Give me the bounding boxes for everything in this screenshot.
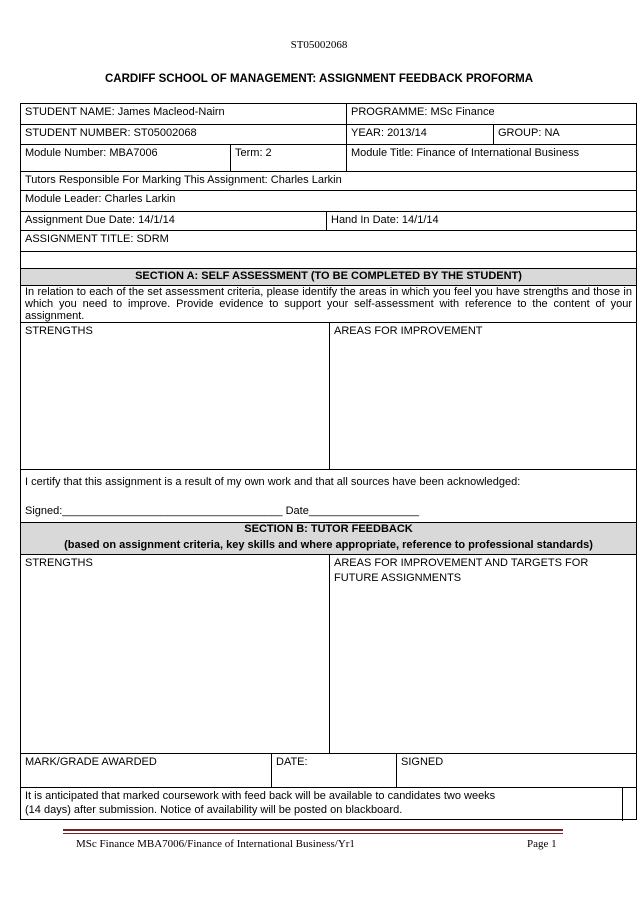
mark-grade-label: MARK/GRADE AWARDED — [25, 756, 157, 768]
section-a-instructions: In relation to each of the set assessment criteria, please identify the areas in which you feel you have strengths and those in which you need to improve. Provide evidence to support your self-assessment with reference to the content of your assignment. — [25, 286, 632, 322]
tutors-field: Tutors Responsible For Marking This Assignment: Charles Larkin — [25, 174, 342, 186]
group-field: GROUP: NA — [498, 127, 560, 139]
form-title: CARDIFF SCHOOL OF MANAGEMENT: ASSIGNMENT FEEDBACK PROFORMA — [104, 73, 534, 85]
student-number-field: STUDENT NUMBER: ST05002068 — [25, 127, 197, 139]
section-a-strengths-label: STRENGTHS — [25, 325, 93, 337]
footer-rule-thin — [63, 833, 563, 834]
module-title-field: Module Title: Finance of International Business — [351, 147, 580, 159]
signed-date-line: Signed:____________________________________ Date__________________ — [25, 505, 419, 517]
section-b-heading: SECTION B: TUTOR FEEDBACK — [244, 523, 413, 535]
programme-field: PROGRAMME: MSc Finance — [351, 106, 495, 118]
date-label: DATE: — [276, 756, 308, 768]
section-b-subheading: (based on assignment criteria, key skills and where appropriate, reference to professional standards) — [64, 539, 593, 551]
module-leader-field: Module Leader: Charles Larkin — [25, 193, 176, 205]
notice-line-2: (14 days) after submission. Notice of availability will be posted on blackboard. — [25, 804, 403, 816]
certify-statement: I certify that this assignment is a result of my own work and that all sources have been acknowledged: — [25, 476, 521, 488]
notice-line-1: It is anticipated that marked coursework with feed back will be available to candidates two weeks — [25, 790, 496, 802]
feedback-form — [20, 103, 637, 820]
footer-rule — [63, 829, 563, 831]
signed-label: SIGNED — [401, 756, 444, 768]
term-field: Term: 2 — [235, 147, 272, 159]
footer-course: MSc Finance MBA7006/Finance of International Business/Yr1 — [76, 838, 355, 850]
footer-page-number: Page 1 — [527, 838, 557, 850]
section-b-strengths-label: STRENGTHS — [25, 557, 93, 569]
section-b-improvement-label-2: FUTURE ASSIGNMENTS — [334, 572, 462, 584]
student-code-header: ST05002068 — [290, 39, 348, 51]
section-a-improvement-label: AREAS FOR IMPROVEMENT — [334, 325, 483, 337]
section-a-heading: SECTION A: SELF ASSESSMENT (TO BE COMPLETED BY THE STUDENT) — [135, 270, 522, 282]
hand-in-date-field: Hand In Date: 14/1/14 — [331, 214, 439, 226]
due-date-field: Assignment Due Date: 14/1/14 — [25, 214, 175, 226]
year-field: YEAR: 2013/14 — [351, 127, 427, 139]
student-name-field: STUDENT NAME: James Macleod-Nairn — [25, 106, 225, 118]
assignment-title-field: ASSIGNMENT TITLE: SDRM — [25, 233, 169, 245]
module-number-field: Module Number: MBA7006 — [25, 147, 158, 159]
section-b-improvement-label: AREAS FOR IMPROVEMENT AND TARGETS FOR — [334, 557, 589, 569]
